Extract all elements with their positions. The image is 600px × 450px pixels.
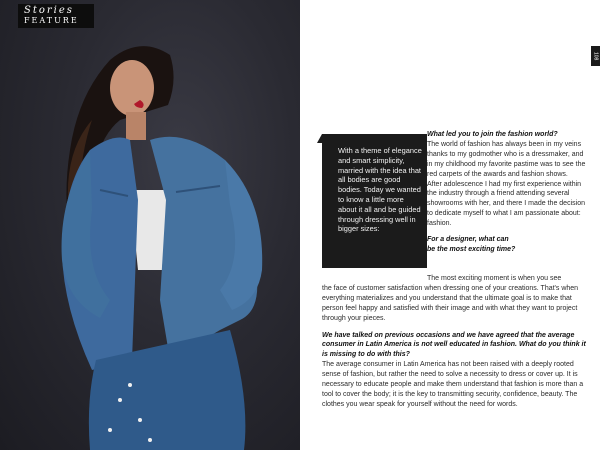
question-3: We have talked on previous occasions and we have agreed that the average consumer in Latin America is not well educated in fashion. What do you think it is missing to do with this? — [322, 331, 586, 359]
page-number: 108 — [591, 46, 600, 66]
feature-badge — [18, 4, 94, 28]
answer-1: The world of fashion has always been in my veins thanks to my godmother who is a dressmaker, and in my childhood my favorite pastime was to see the red carpets of the awards and fashion shows. — [427, 140, 586, 178]
question-1: What led you to join the fashion world? — [427, 131, 558, 138]
pullquote-box — [322, 134, 427, 268]
pullquote-text: With a theme of elegance and smart simplicity, married with the idea that all bodies are good bodies. Today we wanted to know a little more about it all and be guided through dressing well in bigger sizes: — [338, 146, 422, 234]
article-body — [322, 274, 587, 410]
answer-2-rest: the face of customer satisfaction when dressing one of your creations. That's when everything materializes and you understand that the ultimate goal is to make that person feel happy and satisfied with their image and with what they want to project through your pieces. — [322, 284, 579, 322]
question-2-line-1: For a designer, what can — [427, 236, 509, 244]
question-2-line-2: be the most exciting time? — [427, 245, 516, 253]
answer-3: The average consumer in Latin America has not been raised with a deeply rooted sense of fashion, but rather the need to solve a necessity to dress or cover up. It is necessary to educate people and make them understand that fashion is more than a tool to cover the body; it is the key to transmitting security, confidence, beauty. The clothes you wear speak for yourself without the need for words. — [322, 361, 584, 408]
answer-2-start: The most exciting moment is when you see — [427, 275, 562, 282]
badge-script: Stories — [24, 5, 74, 16]
article-column-top — [427, 130, 587, 255]
badge-label: FEATURE — [24, 16, 79, 25]
answer-1b: After adolescence I had my first experience within the industry through a friend attending several showrooms with her, and there I made the decision to dedicate myself to what I am passionate about: fashion. — [427, 180, 585, 228]
